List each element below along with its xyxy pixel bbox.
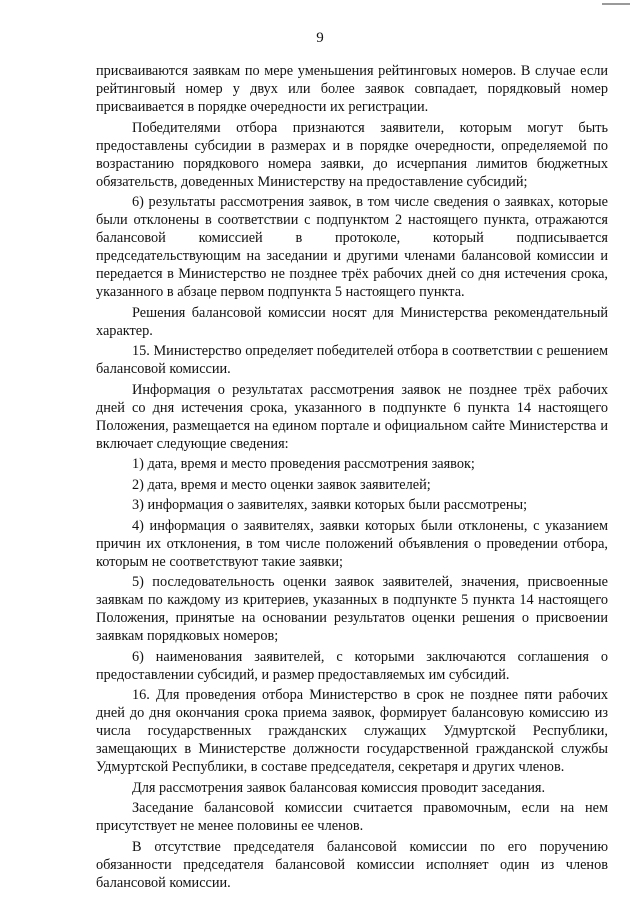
document-body	[96, 62, 608, 894]
paragraph: Информация о результатах рассмотрения заявок не позднее трёх рабочих дней со дня истечения срока, указанного в подпункте 6 пункта 14 настоящего Положения, размещается на едином портале и официальном сайте Министерства и включает следующие сведения:	[96, 381, 608, 452]
paragraph: 16. Для проведения отбора Министерство в срок не позднее пяти рабочих дней до дня окончания срока приема заявок, формирует балансовую комиссию из числа государственных гражданских служащих Удмуртской Республики, замещающих в Министерстве должности государственной гражданской службы Удмуртской Республики, в составе председателя, секретаря и других членов.	[96, 687, 608, 775]
page-number: 9	[316, 30, 324, 46]
paragraph: Победителями отбора признаются заявители, которым могут быть предоставлены субсидии в размерах и в порядке очередности, определяемой по возрастанию порядкового номера заявки, до исчерпания лимитов бюджетных обязательств, доведенных Министерству на предоставление субсидий;	[96, 119, 608, 190]
list-item: 5) последовательность оценки заявок заявителей, значения, присвоенные заявкам по каждому из критериев, указанных в подпункте 5 пункта 14 настоящего Положения, принятые на основании результатов оценки решения о присвоении заявкам порядковых номеров;	[96, 574, 608, 644]
paragraph: 6) результаты рассмотрения заявок, в том числе сведения о заявках, которые были отклонены в соответствии с подпунктом 2 настоящего пункта, отражаются балансовой комиссией в протоколе, который подписывается председательствующим на заседании и другими членами балансовой комиссии и передается в Министерство не позднее трёх рабочих дней со дня истечения срока, указанного в абзаце первом подпункта 5 настоящего пункта.	[96, 194, 608, 300]
list-item: 2) дата, время и место оценки заявок заявителей;	[132, 476, 431, 493]
paragraph: Решения балансовой комиссии носят для Министерства рекомендательный характер.	[96, 304, 608, 339]
paragraph: В отсутствие председателя балансовой комиссии по его поручению обязанности председателя балансовой комиссии исполняет один из членов балансовой комиссии.	[96, 838, 608, 891]
list-item: 4) информация о заявителях, заявки которых были отклонены, с указанием причин их отклонения, в том числе положений объявления о проведении отбора, которым не соответствуют такие заявки;	[96, 517, 608, 570]
paragraph: 15. Министерство определяет победителей отбора в соответствии с решением балансовой комиссии.	[96, 343, 608, 377]
list-item: 3) информация о заявителях, заявки которых были рассмотрены;	[132, 497, 528, 513]
list-item: 1) дата, время и место проведения рассмотрения заявок;	[132, 456, 475, 472]
paragraph: Для рассмотрения заявок балансовая комиссия проводит заседания.	[132, 779, 546, 796]
paragraph: присваиваются заявкам по мере уменьшения рейтинговых номеров. В случае если рейтинговый номер у двух или более заявок совпадает, порядковый номер присваивается в порядке очередности их регистрации.	[96, 63, 608, 115]
scan-edge-mark	[602, 3, 630, 5]
list-item: 6) наименования заявителей, с которыми заключаются соглашения о предоставлении субсидий, и размер предоставляемых им субсидий.	[96, 648, 608, 683]
paragraph: Заседание балансовой комиссии считается правомочным, если на нем присутствует не менее половины ее членов.	[96, 800, 608, 834]
